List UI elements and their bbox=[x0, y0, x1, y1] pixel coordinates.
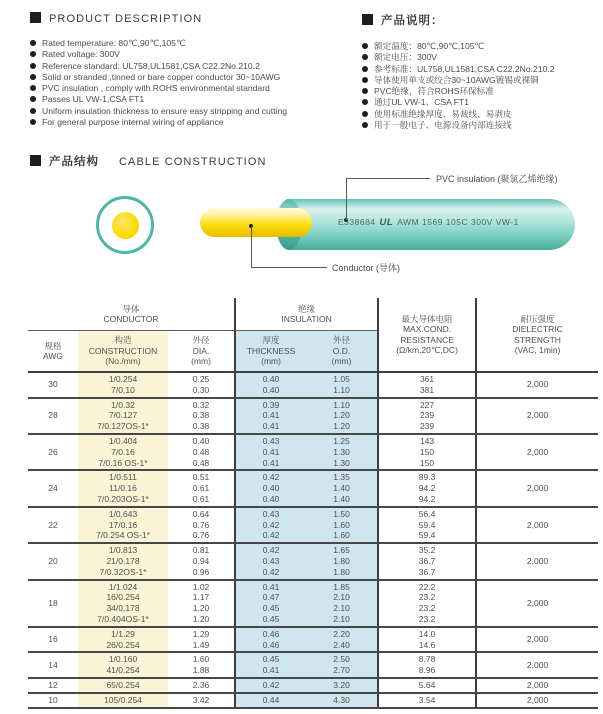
column-header-resistance: 最大导体电阻 MAX.COND. RESISTANCE (Ω/km,20℃,DC) bbox=[378, 298, 476, 372]
cell-od: 3.20 bbox=[306, 678, 378, 693]
description-item-text: PVC绝缘，符合ROHS环保标准 bbox=[374, 86, 494, 97]
insulation-label: PVC insulation (聚氯乙烯绝缘) bbox=[436, 174, 558, 184]
cell-dia: 0.81 0.94 0.96 bbox=[168, 543, 235, 579]
cell-thickness: 0.44 bbox=[235, 693, 306, 708]
cell-resistance: 227 239 239 bbox=[378, 398, 476, 434]
product-description-title-text: PRODUCT DESCRIPTION bbox=[49, 13, 203, 25]
group-header-row bbox=[28, 298, 598, 331]
table-row bbox=[28, 507, 598, 543]
cell-dielectric: 2,000 bbox=[476, 627, 598, 653]
cell-dia: 0.64 0.76 0.76 bbox=[168, 507, 235, 543]
cell-resistance: 8.78 8.96 bbox=[378, 652, 476, 678]
cell-resistance: 89.3 94.2 94.2 bbox=[378, 470, 476, 506]
cell-construction: 1/0.32 7/0.127 7/0.127OS-1* bbox=[78, 398, 168, 434]
table-row bbox=[28, 543, 598, 579]
table-row bbox=[28, 398, 598, 434]
description-item-text: 用于一般电子、电源设备内部连接线 bbox=[374, 120, 512, 131]
product-description-title bbox=[30, 12, 362, 25]
cell-dielectric: 2,000 bbox=[476, 652, 598, 678]
cell-resistance: 14.0 14.6 bbox=[378, 627, 476, 653]
cell-thickness: 0.45 0.41 bbox=[235, 652, 306, 678]
cell-dia: 0.51 0.61 0.61 bbox=[168, 470, 235, 506]
description-item-text: Solid or stranded ,tinned or bare copper conductor 30~10AWG bbox=[42, 71, 281, 82]
conductor-pointer-line-v bbox=[251, 226, 252, 267]
construction-title-en: CABLE CONSTRUCTION bbox=[119, 156, 267, 168]
cell-resistance: 361 381 bbox=[378, 372, 476, 398]
cell-thickness: 0.42 0.40 0.40 bbox=[235, 470, 306, 506]
cell-od: 1.05 1.10 bbox=[306, 372, 378, 398]
bullet-icon bbox=[362, 99, 368, 105]
cell-resistance: 56.4 59.4 59.4 bbox=[378, 507, 476, 543]
cable-construction-section bbox=[0, 150, 603, 298]
description-item-text: Rated voltage: 300V bbox=[42, 49, 120, 60]
cell-construction: 1/1.29 26/0.254 bbox=[78, 627, 168, 653]
table-row bbox=[28, 678, 598, 693]
description-item-text: 额定电压：300V bbox=[374, 52, 438, 63]
cell-construction: 1/0.511 11/0.16 7/0.203OS-1* bbox=[78, 470, 168, 506]
bullet-icon bbox=[362, 54, 368, 60]
group-header-conductor: 导体 CONDUCTOR bbox=[28, 298, 235, 331]
cell-awg: 26 bbox=[28, 434, 78, 470]
description-item bbox=[362, 75, 603, 86]
description-item bbox=[30, 94, 362, 105]
product-description-section bbox=[30, 12, 362, 128]
cell-dia: 0.32 0.38 0.38 bbox=[168, 398, 235, 434]
cell-thickness: 0.41 0.47 0.45 0.45 bbox=[235, 580, 306, 627]
cable-print-text bbox=[338, 217, 519, 228]
cell-od: 1.85 2.10 2.10 2.10 bbox=[306, 580, 378, 627]
description-item-text: 通过UL VW-1、CSA FT1 bbox=[374, 97, 470, 108]
cell-resistance: 143 150 150 bbox=[378, 434, 476, 470]
description-item bbox=[362, 52, 603, 63]
bullet-icon bbox=[30, 63, 36, 69]
spec-table-body bbox=[28, 372, 598, 708]
description-item bbox=[30, 72, 362, 83]
bullet-icon bbox=[30, 85, 36, 91]
column-header-construction: 构造 CONSTRUCTION (No./mm) bbox=[78, 331, 168, 373]
cell-od: 1.10 1.20 1.20 bbox=[306, 398, 378, 434]
bullet-icon bbox=[362, 43, 368, 49]
cell-resistance: 3.54 bbox=[378, 693, 476, 708]
description-item bbox=[362, 97, 603, 108]
description-item-text: 使用标准绝缘厚度、易裁线、易剥皮 bbox=[374, 108, 512, 119]
bullet-icon bbox=[362, 66, 368, 72]
cell-dia: 3.42 bbox=[168, 693, 235, 708]
bullet-icon bbox=[30, 108, 36, 114]
column-header-thickness: 厚度 THICKNESS (mm) bbox=[235, 331, 306, 373]
conductor-pointer-line-h bbox=[251, 267, 327, 268]
table-row bbox=[28, 652, 598, 678]
ul-certification-icon: UL bbox=[379, 217, 394, 228]
table-row bbox=[28, 372, 598, 398]
cell-awg: 28 bbox=[28, 398, 78, 434]
bullet-icon bbox=[362, 88, 368, 94]
cell-dia: 1.60 1.88 bbox=[168, 652, 235, 678]
insulation-pointer-line-v bbox=[346, 178, 347, 220]
table-row bbox=[28, 470, 598, 506]
conductor-label: Conductor (导体) bbox=[332, 263, 401, 273]
description-list-zh bbox=[362, 41, 603, 131]
description-item-text: 额定温度：80℃,90℃,105℃ bbox=[374, 41, 485, 51]
description-item bbox=[362, 86, 603, 97]
conductor-cross-section bbox=[112, 212, 139, 239]
cable-print-left: E338684 bbox=[338, 217, 376, 227]
description-item-text: 导体使用单支或绞合30~10AWG镀锡或裸铜 bbox=[374, 74, 539, 85]
cell-construction: 65/0.254 bbox=[78, 678, 168, 693]
description-item-text: Rated temperature: 80℃,90℃,105℃ bbox=[42, 38, 186, 48]
cell-od: 1.50 1.60 1.60 bbox=[306, 507, 378, 543]
cell-dia: 0.40 0.48 0.48 bbox=[168, 434, 235, 470]
cell-resistance: 22.2 23.2 23.2 23.2 bbox=[378, 580, 476, 627]
cell-awg: 30 bbox=[28, 372, 78, 398]
product-description-title-zh-text: 产品说明： bbox=[381, 15, 444, 27]
bullet-icon bbox=[362, 77, 368, 83]
cell-thickness: 0.42 bbox=[235, 678, 306, 693]
description-list-en bbox=[30, 38, 362, 128]
cell-dielectric: 2,000 bbox=[476, 693, 598, 708]
cable-cross-section-diagram bbox=[96, 196, 154, 254]
cell-awg: 20 bbox=[28, 543, 78, 579]
product-description-title-zh bbox=[362, 12, 603, 28]
table-row bbox=[28, 693, 598, 708]
section-square-icon bbox=[30, 155, 41, 166]
section-square-icon bbox=[30, 12, 41, 23]
bullet-icon bbox=[30, 40, 36, 46]
description-item bbox=[362, 64, 603, 75]
cell-construction: 1/1.024 16/0.254 34/0.178 7/0.404OS-1* bbox=[78, 580, 168, 627]
table-row bbox=[28, 434, 598, 470]
cell-dielectric: 2,000 bbox=[476, 507, 598, 543]
cell-thickness: 0.46 0.46 bbox=[235, 627, 306, 653]
bullet-icon bbox=[30, 119, 36, 125]
cell-dielectric: 2,000 bbox=[476, 434, 598, 470]
cable-construction-title bbox=[30, 152, 267, 170]
description-item bbox=[30, 83, 362, 94]
section-square-icon bbox=[362, 14, 373, 25]
construction-title-zh: 产品结构 bbox=[49, 156, 99, 168]
cell-thickness: 0.39 0.41 0.41 bbox=[235, 398, 306, 434]
column-header-dielectric: 耐压强度 DIELECTRIC STRENGTH (VAC, 1min) bbox=[476, 298, 598, 372]
cell-awg: 10 bbox=[28, 693, 78, 708]
cell-construction: 1/0.813 21/0.178 7/0.32OS-1* bbox=[78, 543, 168, 579]
description-item-text: For general purpose internal wiring of appliance bbox=[42, 117, 224, 128]
cell-thickness: 0.40 0.40 bbox=[235, 372, 306, 398]
cell-awg: 12 bbox=[28, 678, 78, 693]
conductor-rod bbox=[200, 208, 312, 237]
description-item-text: 参考标准：UL758,UL1581,CSA C22.2No.210.2 bbox=[374, 63, 555, 74]
description-item bbox=[30, 61, 362, 72]
description-item-text: Uniform insulation thickness to ensure easy stripping and cutting bbox=[42, 105, 288, 116]
spec-table bbox=[28, 298, 598, 709]
cell-awg: 16 bbox=[28, 627, 78, 653]
cell-awg: 14 bbox=[28, 652, 78, 678]
table-row bbox=[28, 580, 598, 627]
cell-dia: 0.25 0.30 bbox=[168, 372, 235, 398]
cell-construction: 105/0.254 bbox=[78, 693, 168, 708]
bullet-icon bbox=[30, 51, 36, 57]
description-item bbox=[30, 117, 362, 128]
cell-od: 4.30 bbox=[306, 693, 378, 708]
description-item bbox=[362, 41, 603, 52]
cell-construction: 1/0.254 7/0.10 bbox=[78, 372, 168, 398]
cell-construction: 1/0.643 17/0.16 7/0.254 OS-1* bbox=[78, 507, 168, 543]
cell-od: 1.65 1.80 1.80 bbox=[306, 543, 378, 579]
cell-construction: 1/0.160 41/0.254 bbox=[78, 652, 168, 678]
cell-od: 2.50 2.70 bbox=[306, 652, 378, 678]
cell-thickness: 0.43 0.42 0.42 bbox=[235, 507, 306, 543]
cell-dielectric: 2,000 bbox=[476, 580, 598, 627]
cell-awg: 24 bbox=[28, 470, 78, 506]
group-header-insulation: 绝缘 INSULATION bbox=[235, 298, 378, 331]
description-item-text: Reference standard: UL758,UL1581,CSA C22.2No.210.2 bbox=[42, 60, 260, 71]
description-item bbox=[362, 109, 603, 120]
cell-dia: 2.36 bbox=[168, 678, 235, 693]
column-header-awg: 规格 AWG bbox=[28, 331, 78, 373]
cell-dielectric: 2,000 bbox=[476, 372, 598, 398]
cable-print-right: AWM 1569 105C 300V VW-1 bbox=[397, 217, 519, 227]
description-item bbox=[30, 49, 362, 60]
description-item bbox=[362, 120, 603, 131]
description-item-text: Passes UL VW-1,CSA FT1 bbox=[42, 94, 145, 105]
description-item bbox=[30, 106, 362, 117]
column-header-od: 外径 O.D. (mm) bbox=[306, 331, 378, 373]
description-item-text: PVC insulation , comply with ROHS environmental standard bbox=[42, 83, 270, 94]
cell-awg: 18 bbox=[28, 580, 78, 627]
cell-resistance: 35.2 36.7 36.7 bbox=[378, 543, 476, 579]
cell-awg: 22 bbox=[28, 507, 78, 543]
cell-od: 2.20 2.40 bbox=[306, 627, 378, 653]
insulation-pointer-line-h bbox=[346, 178, 430, 179]
cell-dia: 1.29 1.49 bbox=[168, 627, 235, 653]
cell-thickness: 0.43 0.41 0.41 bbox=[235, 434, 306, 470]
bullet-icon bbox=[30, 96, 36, 102]
table-row bbox=[28, 627, 598, 653]
cell-dia: 1.02 1.17 1.20 1.20 bbox=[168, 580, 235, 627]
cell-resistance: 5.64 bbox=[378, 678, 476, 693]
cell-dielectric: 2,000 bbox=[476, 470, 598, 506]
cell-od: 1.35 1.40 1.40 bbox=[306, 470, 378, 506]
cell-thickness: 0.42 0.43 0.42 bbox=[235, 543, 306, 579]
bullet-icon bbox=[30, 74, 36, 80]
cell-od: 1.25 1.30 1.30 bbox=[306, 434, 378, 470]
product-description-section-zh bbox=[362, 12, 603, 131]
cell-dielectric: 2,000 bbox=[476, 678, 598, 693]
bullet-icon bbox=[362, 122, 368, 128]
column-header-dia: 外径 DIA. (mm) bbox=[168, 331, 235, 373]
cell-construction: 1/0.404 7/0.16 7/0.16 OS-1* bbox=[78, 434, 168, 470]
cell-dielectric: 2,000 bbox=[476, 398, 598, 434]
cell-dielectric: 2,000 bbox=[476, 543, 598, 579]
bullet-icon bbox=[362, 111, 368, 117]
description-item bbox=[30, 38, 362, 49]
